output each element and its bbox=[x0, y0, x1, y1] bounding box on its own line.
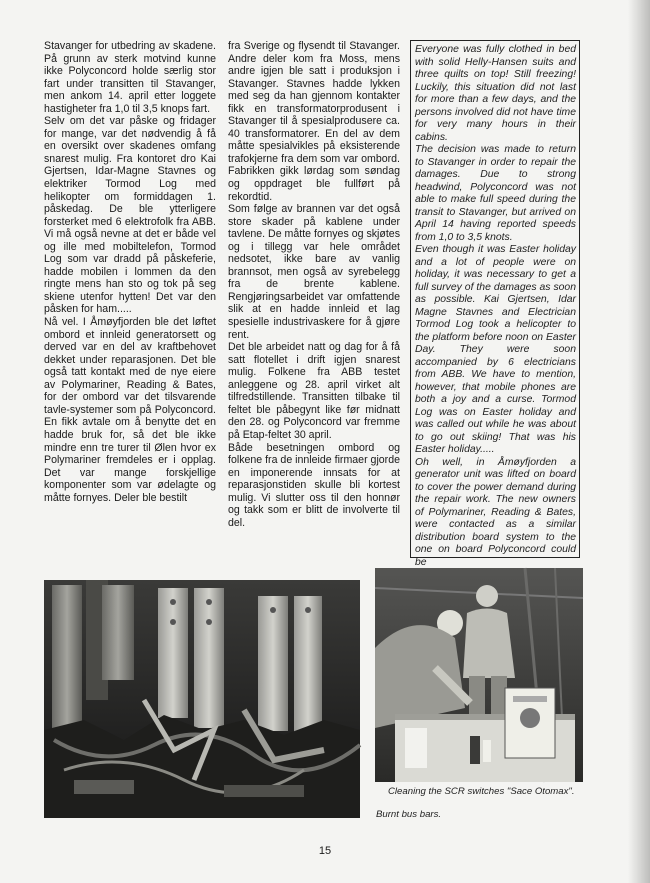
article-column-2: fra Sverige og flysendt til Stavanger. Andre deler kom fra Moss, mens andre igjen ble satt i produksjon i Stavanger. Stavnes hadde lykken med seg da han gjennom kontakter fikk en transformatorprodusent i Stavanger til å spesialprodusere ca. 40 transformatorer. En del av dem måtte spesialvikles på eksisterende trafokjerne fra dem som var ombord. Fabrikken gikk lørdag som søndag og oppdraget ble fullført på rekordtid. Som følge av brannen var det også store skader på kablene under tavlene. De måtte fornyes og skjøtes og i tillegg var hele området nedsotet, ikke bare av vanlig brannsot, men også av syrebelegg fra de brente kablene. Rengjøringsarbeidet var omfattende slik at en hadde innleid et lag spesielle industrivaskere for å gjøre rent. Det ble arbeidet natt og dag for å få satt flotellet i drift igjen snarest mulig. Folkene fra ABB testet anleggene og 28. april virket alt tilfredstillende. Transitten tilbake til feltet ble påbegynt like før midnatt den 28. og Polyconcord var fremme på Etap-feltet 30 april. Både besetningen ombord og folkene fra de innleide firmaer gjorde en imponerende innsats for at reparasjonstiden skulle bli kortest mulig. Vi slutter oss til den honnør og takk som er blitt de involverte til del. bbox=[228, 40, 400, 529]
cleaning-scr-switches-photo bbox=[375, 568, 583, 782]
english-translation-text: Everyone was fully clothed in bed with solid Helly-Hansen suits and three quilts on top! Still freezing! Luckily, this situation did not last for more than a few days, and the persons involved did not have time for very many hours in their cabins. The decision was made to return to Stavanger in order to repair the damages. Due to strong headwind, Polyconcord was not able to make full speed during the transit to Stavanger, but arrived on April 14 having reported speeds from 1,0 to 3,5 knots. Even though it was Easter holiday and a lot of people were on holiday, it was necessary to get a full survey of the damages as soon as possible. Kai Gjertsen, Idar Magne Stavnes and Electrician Tormod Log took a helicopter to the platform before noon on Easter Day. They were soon accompanied by 6 electricians from ABB. We have to mention, however, that mobile phones are both a joy and a curse. Tormod Log was on Easter holiday and was called out while he was about to go out skiing! That was his Easter holiday..... Oh well, in Åmøyfjorden a generator unit was lifted on board to cover the power demand during the repair work. The new owners of Polymariner, Reading & Bates, were contacted as a similar distribution board system to the one on board Polyconcord could be bbox=[415, 44, 576, 568]
burnt-bus-bars-photo bbox=[44, 580, 360, 818]
page-number: 15 bbox=[318, 845, 332, 857]
page-edge-shadow bbox=[628, 0, 650, 883]
photo-caption-scr-switches: Cleaning the SCR switches "Sace Otomax". bbox=[388, 786, 575, 797]
article-column-1: Stavanger for utbedring av skadene. På grunn av sterk motvind kunne ikke Polyconcord holde særlig stor fart under transitten til Stavanger, men ankom 14. april etter loggete hastigheter fra 1,0 til 3,5 knops fart. Selv om det var påske og fridager for mange, var det nødvendig å få en oversikt over skadenes omfang snarest mulig. Fra kontoret dro Kai Gjertsen, Idar-Magne Stavnes og elektriker Tormod Log med helikopter om formiddagen 1. påskedag. De ble ytterligere forsterket med 6 elektrofolk fra ABB. Vi må også nevne at det er både vel og ille med mobiltelefon, Tormod Log som var dradd på påskeferie, hadde mobilen i lommen da den ringte mens han sto og tok på seg skiene utenfor hytten! Det var den påsken for ham..... Nå vel. I Åmøyfjorden ble det løftet ombord et innleid generatorsett og derved var en del av kraftbehovet dekket under reparasjonen. Det ble også tatt kontakt med de nye eiere av Polymariner, Reading & Bates, for der ombord var det tilsvarende tavle-systemer som på Polyconcord. En fikk avtale om å benytte det en hadde bruk for, så det ble ikke mindre enn tre turer til Ølen hvor ex Polymariner fremdeles er i opplag. Det var mange forskjellige komponenter som var ødelagte og måtte fornyes. Deler ble bestilt bbox=[44, 40, 216, 504]
burnt-bus-bars-image bbox=[44, 580, 360, 818]
english-translation-box bbox=[410, 40, 580, 568]
photo-caption-burnt-bus-bars: Burnt bus bars. bbox=[376, 809, 442, 820]
cleaning-scr-switches-image bbox=[375, 568, 583, 782]
